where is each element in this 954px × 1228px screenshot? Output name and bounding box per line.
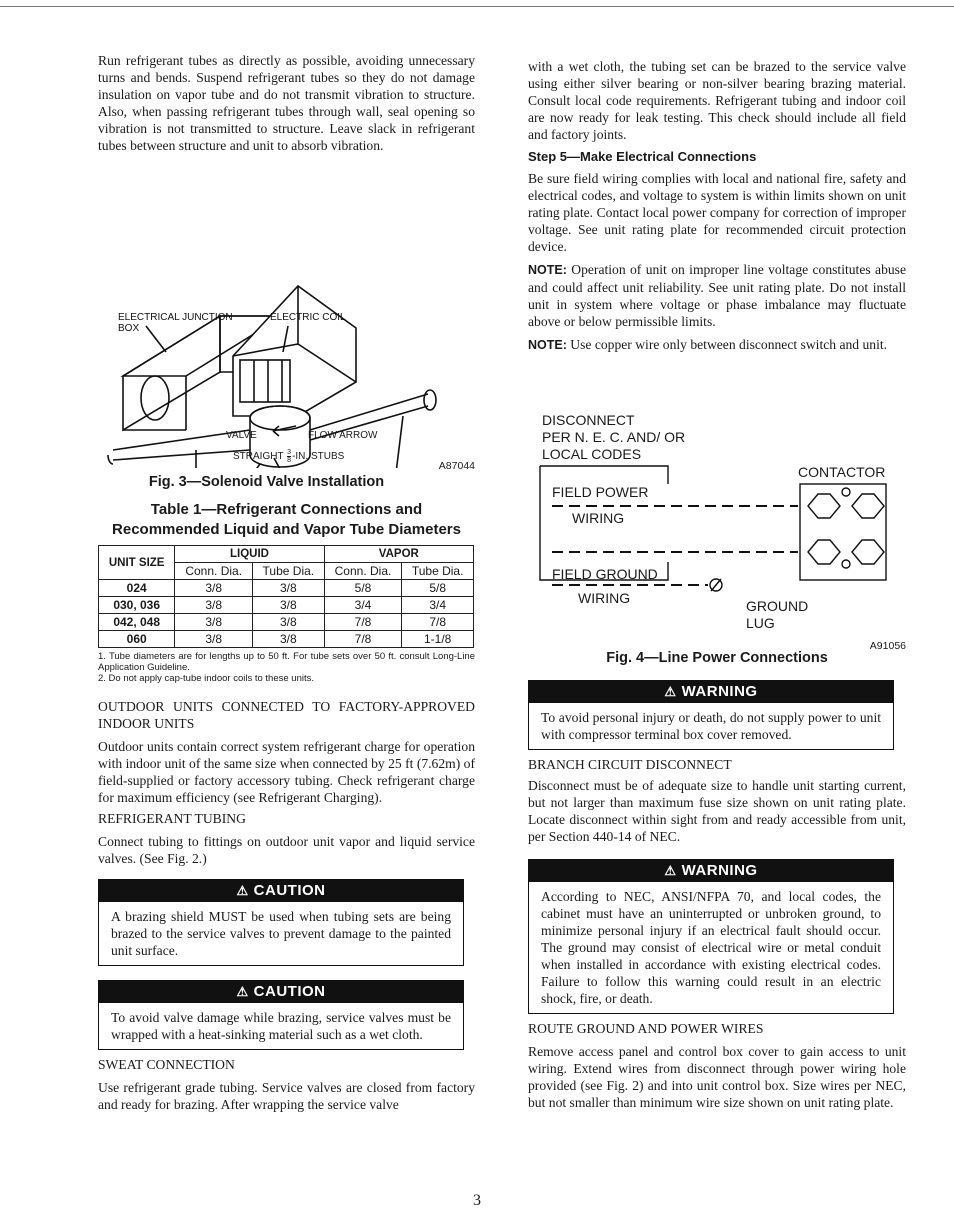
label-stubs-b: -IN. STUBS (292, 451, 345, 463)
refrigerant-connections-table (98, 545, 474, 648)
field-power-label-1: FIELD POWER (552, 484, 649, 500)
header-liquid: LIQUID (175, 546, 324, 563)
label-electric-coil: ELECTRIC COIL (270, 312, 346, 323)
ground-lug-label-line-1: GROUND (746, 598, 809, 614)
cell-unit: 030, 036 (99, 597, 175, 614)
cell-vapor-conn: 3/4 (324, 597, 402, 614)
cell-liquid-tube: 3/8 (253, 597, 325, 614)
caution-title-1: CAUTION (253, 882, 326, 899)
disconnect-label-line-1: DISCONNECT (542, 412, 635, 428)
cell-unit: 024 (99, 580, 175, 597)
warning-title-1: WARNING (681, 683, 758, 700)
figure-4-code: A91056 (869, 640, 906, 652)
continued-text: with a wet cloth, the tubing set can be brazed to the service valve using either silver bearing or non-silver bearing brazing material. Consult local code requirements. Refrigerant tubing and indoor coil are now ready for leak testing. This check should include all field and factory joints. (528, 59, 906, 142)
warning-title-2: WARNING (681, 862, 758, 879)
subheader-liquid-tube: Tube Dia. (253, 563, 325, 580)
cell-liquid-conn: 3/8 (175, 631, 253, 648)
field-ground-label-2: WIRING (578, 590, 631, 606)
branch-disconnect-heading: BRANCH CIRCUIT DISCONNECT (528, 757, 732, 772)
subheader-vapor-tube: Tube Dia. (402, 563, 474, 580)
cell-unit: 042, 048 (99, 614, 175, 631)
figure-3-caption: Fig. 3—Solenoid Valve Installation (148, 474, 385, 490)
cell-vapor-tube: 1-1/8 (402, 631, 474, 648)
warning-triangle-icon: ⚠ (664, 863, 677, 878)
cell-liquid-conn: 3/8 (175, 614, 253, 631)
label-valve: VALVE (226, 430, 257, 441)
table-row (99, 580, 474, 597)
contactor-label: CONTACTOR (798, 464, 886, 480)
warning-triangle-icon: ⚠ (664, 684, 677, 699)
note-1-label: NOTE: (528, 263, 567, 277)
figure-3-code: A87044 (438, 460, 475, 472)
note-1 (528, 261, 906, 330)
step-5-heading: Step 5—Make Electrical Connections (528, 149, 757, 164)
disconnect-label-line-2: PER N. E. C. AND/ OR (542, 429, 686, 445)
page-number: 3 (473, 1192, 481, 1209)
cell-vapor-conn: 7/8 (324, 631, 402, 648)
table-1-title-line-1: Table 1—Refrigerant Connections and (150, 501, 423, 518)
header-vapor: VAPOR (324, 546, 473, 563)
sweat-connection-text: Use refrigerant grade tubing. Service valves are closed from factory and ready for brazing. After wrapping the service valve (98, 1080, 475, 1112)
ground-lug-label (746, 598, 808, 632)
label-junction-box-1: ELECTRICAL JUNCTION (118, 312, 233, 323)
top-rule (0, 6, 954, 7)
cell-liquid-conn: 3/8 (175, 580, 253, 597)
label-straight-stubs (233, 449, 344, 464)
cell-liquid-conn: 3/8 (175, 597, 253, 614)
note-2 (528, 336, 906, 354)
caution-box-1 (98, 879, 464, 966)
refrigerant-tubing-heading: REFRIGERANT TUBING (98, 811, 246, 826)
route-wires-heading: ROUTE GROUND AND POWER WIRES (528, 1021, 764, 1036)
fraction-numerator: 3 (287, 449, 292, 456)
note-2-text: Use copper wire only between disconnect switch and unit. (570, 337, 888, 352)
note-2-label: NOTE: (528, 338, 567, 352)
table-1-note-2: 2. Do not apply cap-tube indoor coils to these units. (98, 673, 314, 684)
caution-text-2: To avoid valve damage while brazing, service valves must be wrapped with a heat-sinking material such as a wet cloth. (111, 1010, 451, 1042)
header-unit-size: UNIT SIZE (99, 546, 175, 580)
caution-header-1 (99, 880, 463, 902)
step-5-text: Be sure field wiring complies with local and national fire, safety and electrical codes, and voltage to system is within limits shown on unit rating plate. Contact local power company for correction of improper voltage. See unit rating plate for recommended circuit protection device. (528, 171, 906, 254)
solenoid-valve-diagram (98, 168, 475, 468)
label-junction-box-2: BOX (118, 323, 140, 334)
table-row (99, 597, 474, 614)
outdoor-units-heading: OUTDOOR UNITS CONNECTED TO FACTORY-APPROVED INDOOR UNITS (98, 699, 475, 731)
cell-vapor-conn: 5/8 (324, 580, 402, 597)
label-stubs-a: STRAIGHT (233, 451, 284, 463)
warning-triangle-icon: ⚠ (236, 883, 249, 898)
label-flow-arrow: FLOW ARROW (308, 430, 378, 441)
caution-text-1: A brazing shield MUST be used when tubing sets are being brazed to the service valves to prevent damage to the painted unit surface. (111, 909, 451, 958)
cell-liquid-tube: 3/8 (253, 631, 325, 648)
caution-box-2 (98, 980, 464, 1050)
table-1-note-1: 1. Tube diameters are for lengths up to 50 ft. For tube sets over 50 ft. consult Long-Line Application Guideline. (98, 651, 475, 673)
right-column (528, 58, 906, 1111)
warning-box-2 (528, 859, 894, 1014)
ground-lug-label-line-2: LUG (746, 615, 775, 631)
cell-vapor-tube: 5/8 (402, 580, 474, 597)
outdoor-units-text: Outdoor units contain correct system refrigerant charge for operation with indoor unit of the same size when connected by 25 ft (7.62m) of field-supplied or factory accessory tubing. Check refrigerant charge for maximum efficiency (see Refrigerant Charging). (98, 739, 475, 805)
fraction (287, 449, 291, 464)
caution-title-2: CAUTION (253, 983, 326, 1000)
warning-text-1: To avoid personal injury or death, do not supply power to unit with compressor terminal box cover removed. (541, 710, 881, 742)
disconnect-label-line-3: LOCAL CODES (542, 446, 642, 462)
cell-liquid-tube: 3/8 (253, 614, 325, 631)
field-ground-label-1: FIELD GROUND (552, 566, 658, 582)
sweat-connection-heading: SWEAT CONNECTION (98, 1057, 235, 1072)
cell-vapor-conn: 7/8 (324, 614, 402, 631)
cell-liquid-tube: 3/8 (253, 580, 325, 597)
subheader-liquid-conn: Conn. Dia. (175, 563, 253, 580)
figure-4-caption: Fig. 4—Line Power Connections (606, 650, 828, 666)
intro-paragraph: Run refrigerant tubes as directly as possible, avoiding unnecessary turns and bends. Suspend refrigerant tubes so they do not damage insulation on vapor tube and do not transmit vibration to structure. Also, when passing refrigerant tubes through wall, seal opening so vibration is not transmitted to structure. Leave slack in refrigerant tubes between structure and unit to absorb vibration. (98, 53, 475, 153)
warning-header-1 (529, 681, 893, 703)
table-1-title-line-2: Recommended Liquid and Vapor Tube Diameters (112, 521, 461, 538)
left-column (98, 52, 475, 1113)
field-power-label-2: WIRING (572, 510, 625, 526)
figure-4 (528, 414, 906, 644)
table-row (99, 631, 474, 648)
note-1-text: Operation of unit on improper line voltage constitutes abuse and could affect unit reliability. See unit rating plate. Do not install unit in system where voltage or phase imbalance may fluctuate above or below permissible limits. (528, 262, 906, 329)
table-row (99, 614, 474, 631)
figure-3 (98, 168, 475, 468)
warning-header-2 (529, 860, 893, 882)
warning-text-2: According to NEC, ANSI/NFPA 70, and local codes, the cabinet must have an uninterrupted or unbroken ground, to minimize personal injury if an electrical fault should occur. The ground may consist of electrical wire or metal conduit when installed in accordance with existing electrical codes. Failure to follow this warning could result in an electric shock, fire, or death. (541, 889, 881, 1006)
refrigerant-tubing-text: Connect tubing to fittings on outdoor unit vapor and liquid service valves. (See Fig. 2.) (98, 834, 475, 866)
cell-vapor-tube: 3/4 (402, 597, 474, 614)
fraction-denominator: 8 (287, 457, 292, 464)
route-wires-text: Remove access panel and control box cover to gain access to unit wiring. Extend wires from disconnect through power wiring hole provided (see Fig. 2) and into unit control box. Size wires per NEC, but not smaller than minimum wire size shown on unit rating plate. (528, 1044, 906, 1110)
disconnect-label (542, 412, 685, 463)
caution-header-2 (99, 981, 463, 1003)
cell-unit: 060 (99, 631, 175, 648)
warning-box-1 (528, 680, 894, 750)
subheader-vapor-conn: Conn. Dia. (324, 563, 402, 580)
branch-disconnect-text: Disconnect must be of adequate size to handle unit starting current, but not larger than maximum fuse size shown on unit rating plate. Locate disconnect within sight from and ready accessible from unit, per Section 440-14 of NEC. (528, 778, 906, 844)
warning-triangle-icon: ⚠ (236, 984, 249, 999)
cell-vapor-tube: 7/8 (402, 614, 474, 631)
